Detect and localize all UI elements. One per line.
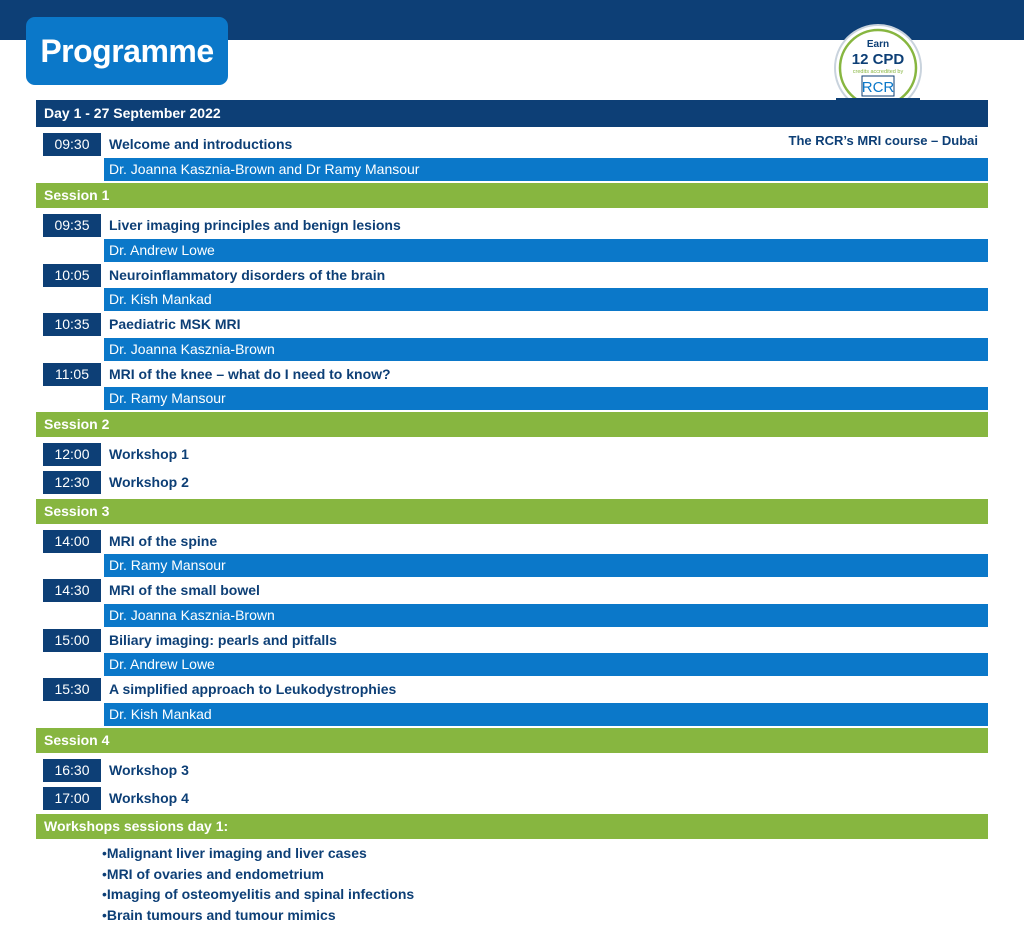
time-label: 15:30	[43, 678, 101, 701]
speaker-name: Dr. Joanna Kasznia-Brown and Dr Ramy Mansour	[104, 158, 988, 181]
session-header: Session 4	[36, 728, 988, 753]
talk-title: MRI of the knee – what do I need to know?	[109, 366, 391, 382]
course-title: The RCR’s MRI course – Dubai	[788, 133, 978, 148]
talk-title: Workshop 2	[109, 474, 189, 490]
badge-cpd: 12 CPD	[851, 51, 905, 68]
time-label: 10:05	[43, 264, 101, 287]
speaker-name: Dr. Kish Mankad	[104, 288, 988, 311]
talk-title: Welcome and introductions	[109, 136, 293, 152]
session-header: Session 3	[36, 499, 988, 524]
time-label: 14:00	[43, 530, 101, 553]
talk-title: Biliary imaging: pearls and pitfalls	[109, 632, 337, 648]
list-item: • Brain tumours and tumour mimics	[102, 905, 414, 926]
page-title: Programme	[26, 17, 228, 85]
session-header: Session 2	[36, 412, 988, 437]
talk-title: MRI of the spine	[109, 533, 218, 549]
time-label: 10:35	[43, 313, 101, 336]
time-label: 09:35	[43, 214, 101, 237]
list-item: • Imaging of osteomyelitis and spinal infections	[102, 884, 414, 905]
talk-title: A simplified approach to Leukodystrophies	[109, 681, 397, 697]
talk-title: MRI of the small bowel	[109, 582, 260, 598]
talk-title: Workshop 4	[109, 790, 189, 806]
workshops-header: Workshops sessions day 1:	[36, 814, 988, 839]
speaker-name: Dr. Ramy Mansour	[104, 387, 988, 410]
badge-accredited: credits accredited by	[852, 69, 904, 75]
badge-rcr: RCR	[861, 79, 895, 96]
speaker-name: Dr. Ramy Mansour	[104, 554, 988, 577]
talk-title: Neuroinflammatory disorders of the brain	[109, 267, 386, 283]
speaker-name: Dr. Andrew Lowe	[104, 239, 988, 262]
workshop-list	[102, 843, 414, 925]
speaker-name: Dr. Andrew Lowe	[104, 653, 988, 676]
time-label: 16:30	[43, 759, 101, 782]
time-label: 17:00	[43, 787, 101, 810]
speaker-name: Dr. Kish Mankad	[104, 703, 988, 726]
day-header: Day 1 - 27 September 2022	[36, 100, 988, 127]
time-label: 14:30	[43, 579, 101, 602]
talk-title: Workshop 3	[109, 762, 189, 778]
list-item: • MRI of ovaries and endometrium	[102, 864, 414, 885]
list-item: • Malignant liver imaging and liver cases	[102, 843, 414, 864]
talk-title: Paediatric MSK MRI	[109, 316, 241, 332]
time-label: 12:30	[43, 471, 101, 494]
time-label: 12:00	[43, 443, 101, 466]
badge-earn: Earn	[866, 39, 890, 50]
speaker-name: Dr. Joanna Kasznia-Brown	[104, 338, 988, 361]
talk-title: Workshop 1	[109, 446, 189, 462]
time-label: 09:30	[43, 133, 101, 156]
time-label: 11:05	[43, 363, 101, 386]
session-header: Session 1	[36, 183, 988, 208]
talk-title: Liver imaging principles and benign lesions	[109, 217, 401, 233]
speaker-name: Dr. Joanna Kasznia-Brown	[104, 604, 988, 627]
time-label: 15:00	[43, 629, 101, 652]
